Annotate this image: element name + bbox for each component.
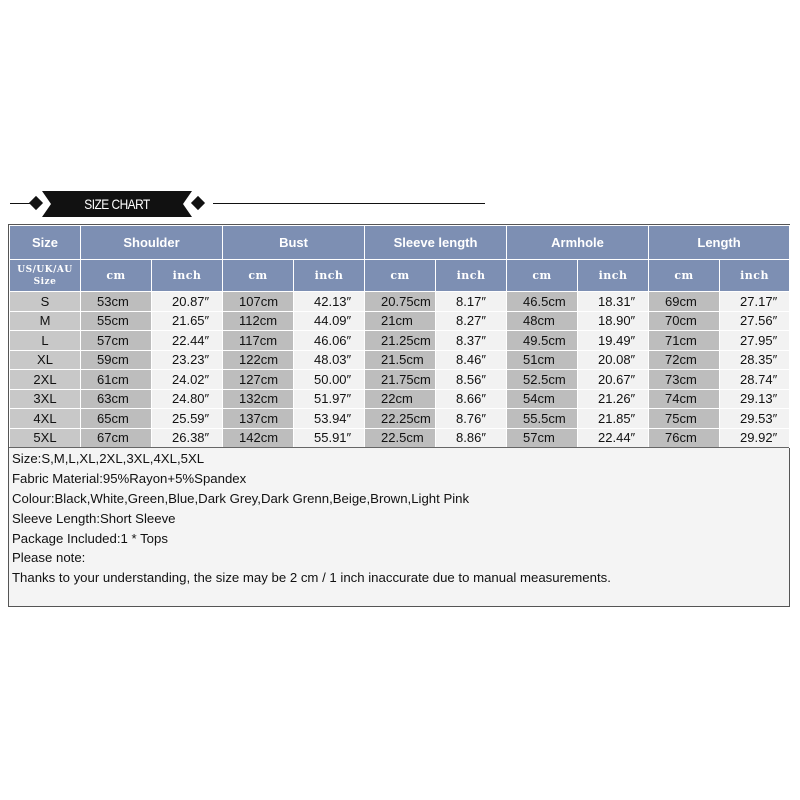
cm-cell: 112cm [223,311,294,331]
note-sleeve-length: Sleeve Length:Short Sleeve [12,510,176,526]
inch-cell: 27.95″ [720,331,790,351]
size-header: Size [10,226,81,260]
unit-inch: inch [578,260,649,292]
cm-cell: 142cm [223,428,294,448]
cm-cell: 117cm [223,331,294,351]
inch-cell: 42.13″ [294,292,365,312]
cm-cell: 20.75cm [365,292,436,312]
table-row [10,311,790,331]
inch-cell: 28.74″ [720,370,790,390]
inch-cell: 20.67″ [578,370,649,390]
cm-cell: 132cm [223,389,294,409]
header-row-groups [10,226,790,260]
inch-cell: 8.86″ [436,428,507,448]
note-package: Package Included:1 * Tops [12,530,168,546]
cm-cell: 54cm [507,389,578,409]
note-sizes: Size:S,M,L,XL,2XL,3XL,4XL,5XL [12,451,205,466]
table-row [10,350,790,370]
inch-cell: 29.53″ [720,409,790,429]
size-cell: M [10,311,81,331]
inch-cell: 8.37″ [436,331,507,351]
inch-cell: 23.23″ [152,350,223,370]
inch-cell: 51.97″ [294,389,365,409]
header-row-units [10,260,790,292]
inch-cell: 8.27″ [436,311,507,331]
inch-cell: 18.90″ [578,311,649,331]
inch-cell: 24.80″ [152,389,223,409]
note-please-note: Please note: [12,550,86,566]
cm-cell: 122cm [223,350,294,370]
banner-diamond-left-icon [29,196,43,210]
inch-cell: 29.13″ [720,389,790,409]
inch-cell: 21.85″ [578,409,649,429]
inch-cell: 22.44″ [578,428,649,448]
cm-cell: 67cm [81,428,152,448]
inch-cell: 20.87″ [152,292,223,312]
inch-cell: 21.65″ [152,311,223,331]
note-colour: Colour:Black,White,Green,Blue,Dark Grey,Dark Grenn,Beige,Brown,Light Pink [12,490,470,506]
cm-cell: 63cm [81,389,152,409]
inch-cell: 27.56″ [720,311,790,331]
cm-cell: 53cm [81,292,152,312]
cm-cell: 22.25cm [365,409,436,429]
group-header-sleeve-length: Sleeve length [365,226,507,260]
inch-cell: 8.56″ [436,370,507,390]
inch-cell: 29.92″ [720,428,790,448]
cm-cell: 69cm [649,292,720,312]
unit-inch: inch [436,260,507,292]
inch-cell: 18.31″ [578,292,649,312]
inch-cell: 28.35″ [720,350,790,370]
inch-cell: 8.17″ [436,292,507,312]
cm-cell: 22.5cm [365,428,436,448]
banner-diamond-right-icon [191,196,205,210]
cm-cell: 71cm [649,331,720,351]
size-chart-table [9,225,790,448]
inch-cell: 44.09″ [294,311,365,331]
inch-cell: 21.26″ [578,389,649,409]
inch-cell: 8.66″ [436,389,507,409]
cm-cell: 57cm [81,331,152,351]
inch-cell: 27.17″ [720,292,790,312]
size-chart-body [10,292,790,448]
cm-cell: 72cm [649,350,720,370]
inch-cell: 50.00″ [294,370,365,390]
table-row [10,331,790,351]
region-size-label [10,260,81,292]
banner-rule-right [213,203,485,204]
unit-cm: cm [223,260,294,292]
unit-cm: cm [365,260,436,292]
cm-cell: 21cm [365,311,436,331]
unit-cm: cm [649,260,720,292]
cm-cell: 51cm [507,350,578,370]
table-row [10,428,790,448]
group-header-armhole: Armhole [507,226,649,260]
region-label-line2: Size [33,276,57,287]
inch-cell: 53.94″ [294,409,365,429]
size-cell: 5XL [10,428,81,448]
inch-cell: 20.08″ [578,350,649,370]
cm-cell: 55.5cm [507,409,578,429]
group-header-bust: Bust [223,226,365,260]
notes-divider [9,447,789,448]
cm-cell: 65cm [81,409,152,429]
inch-cell: 46.06″ [294,331,365,351]
cm-cell: 61cm [81,370,152,390]
inch-cell: 25.59″ [152,409,223,429]
group-header-shoulder: Shoulder [81,226,223,260]
unit-inch: inch [152,260,223,292]
cm-cell: 57cm [507,428,578,448]
note-fabric: Fabric Material:95%Rayon+5%Spandex [12,470,247,486]
unit-inch: inch [294,260,365,292]
table-row [10,370,790,390]
cm-cell: 73cm [649,370,720,390]
cm-cell: 46.5cm [507,292,578,312]
cm-cell: 59cm [81,350,152,370]
table-row [10,389,790,409]
unit-cm: cm [81,260,152,292]
cm-cell: 52.5cm [507,370,578,390]
region-label-line1: US/UK/AU [17,264,73,275]
table-row [10,409,790,429]
unit-inch: inch [720,260,790,292]
product-notes [12,449,782,588]
inch-cell: 22.44″ [152,331,223,351]
cm-cell: 21.75cm [365,370,436,390]
note-measurement-disclaimer: Thanks to your understanding, the size may be 2 cm / 1 inch inaccurate due to manual measurements. [12,570,611,586]
cm-cell: 55cm [81,311,152,331]
cm-cell: 49.5cm [507,331,578,351]
cm-cell: 127cm [223,370,294,390]
inch-cell: 8.46″ [436,350,507,370]
cm-cell: 21.5cm [365,350,436,370]
size-cell: 3XL [10,389,81,409]
inch-cell: 24.02″ [152,370,223,390]
size-cell: 4XL [10,409,81,429]
table-row [10,292,790,312]
inch-cell: 26.38″ [152,428,223,448]
size-cell: L [10,331,81,351]
group-header-length: Length [649,226,790,260]
size-cell: S [10,292,81,312]
unit-cm: cm [507,260,578,292]
size-chart-banner [10,188,485,222]
cm-cell: 21.25cm [365,331,436,351]
cm-cell: 70cm [649,311,720,331]
inch-cell: 8.76″ [436,409,507,429]
cm-cell: 107cm [223,292,294,312]
size-cell: XL [10,350,81,370]
banner-title: SIZE CHART [84,196,150,212]
size-cell: 2XL [10,370,81,390]
inch-cell: 48.03″ [294,350,365,370]
cm-cell: 48cm [507,311,578,331]
cm-cell: 76cm [649,428,720,448]
cm-cell: 22cm [365,389,436,409]
inch-cell: 55.91″ [294,428,365,448]
cm-cell: 74cm [649,389,720,409]
cm-cell: 137cm [223,409,294,429]
cm-cell: 75cm [649,409,720,429]
inch-cell: 19.49″ [578,331,649,351]
